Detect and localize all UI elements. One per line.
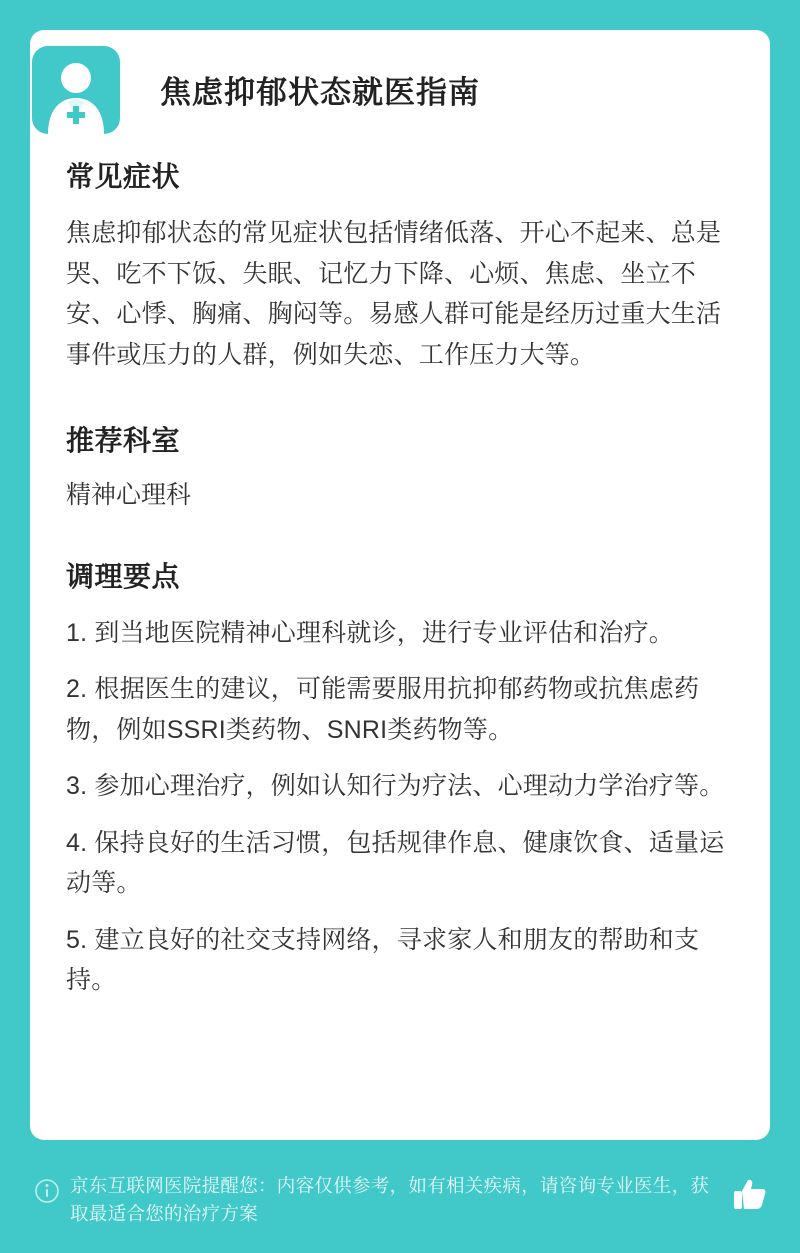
section-heading-symptoms: 常见症状	[66, 161, 181, 193]
footer-text: 京东互联网医院提醒您：内容仅供参考，如有相关疾病，请咨询专业医生，获取最适合您的治疗方案	[70, 1174, 710, 1225]
list-item: 1. 到当地医院精神心理科就诊，进行专业评估和治疗。	[66, 618, 674, 647]
list-item: 4. 保持良好的生活习惯，包括规律作息、健康饮食、适量运动等。	[66, 828, 725, 898]
info-circle-icon	[34, 1178, 60, 1204]
list-item: 2. 根据医生的建议，可能需要服用抗抑郁药物或抗焦虑药物，例如SSRI类药物、SNRI类药物等。	[66, 675, 700, 744]
doctor-avatar-icon	[30, 44, 122, 136]
symptoms-paragraph: 焦虑抑郁状态的常见症状包括情绪低落、开心不起来、总是哭、吃不下饭、失眠、记忆力下降、心烦、焦虑、坐立不安、心悸、胸痛、胸闷等。易感人群可能是经历过重大生活事件或压力的人群，例如失恋、工作压力大等。	[66, 219, 722, 369]
list-item: 5. 建立良好的社交支持网络，寻求家人和朋友的帮助和支持。	[66, 925, 700, 995]
advice-list	[66, 613, 734, 1001]
content-card	[30, 30, 770, 1140]
section-heading-department: 推荐科室	[66, 425, 181, 457]
page-title: 焦虑抑郁状态就医指南	[160, 75, 480, 110]
section-heading-advice: 调理要点	[66, 560, 181, 592]
list-item: 3. 参加心理治疗，例如认知行为疗法、心理动力学治疗等。	[66, 772, 725, 801]
thumbs-up-icon[interactable]	[730, 1174, 770, 1214]
department-value: 精神心理科	[66, 481, 192, 510]
footer-disclaimer	[30, 1172, 770, 1229]
